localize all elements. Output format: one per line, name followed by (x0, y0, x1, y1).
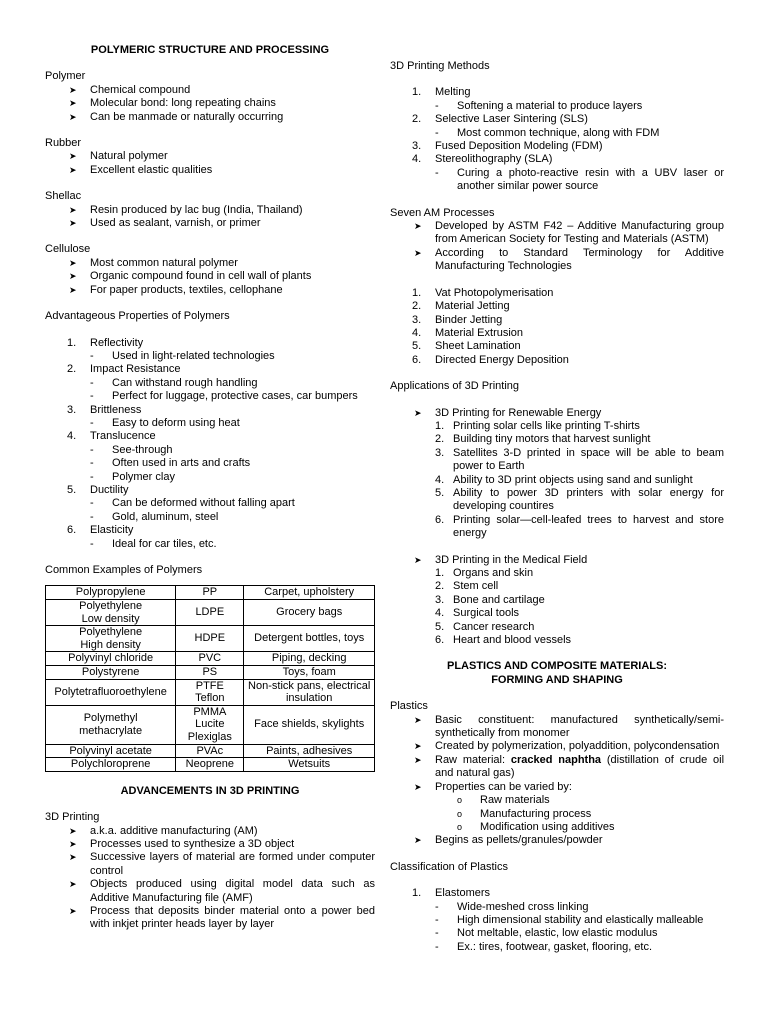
sub-item: 6. Printing solar—cell-leafed trees to harvest and store energy (435, 513, 724, 540)
cellulose-list (45, 257, 375, 297)
sub-item: 3. Bone and cartilage (435, 593, 545, 606)
table-cell: Polyvinyl acetate (46, 744, 176, 758)
sub-item: - Easy to deform using heat (90, 417, 375, 430)
table-row (46, 652, 375, 666)
list-item: ➤ Processes used to synthesize a 3D object (45, 838, 375, 851)
list-item: ➤ Objects produced using digital model data such as Additive Manufacturing file (AMF) (45, 878, 375, 905)
advancements-title: ADVANCEMENTS IN 3D PRINTING (120, 784, 300, 797)
list-item: ➤ Excellent elastic qualities (45, 164, 375, 177)
table-cell: Polyethylene Low density (46, 600, 176, 626)
sub-item: - Can withstand rough handling (90, 377, 375, 390)
rubber-list (45, 150, 375, 177)
list-item: ➤ According to Standard Terminology for Additive Manufacturing Technologies (390, 247, 724, 274)
shellac-heading: Shellac (45, 190, 82, 203)
table-cell: LDPE (176, 600, 244, 626)
list-item: ➤ Organic compound found in cell wall of plants (45, 270, 375, 283)
list-item: ➤ Molecular bond: long repeating chains (45, 97, 375, 110)
sub-item: 2. Stem cell (435, 580, 499, 593)
list-item: ➤ For paper products, textiles, cellophane (45, 284, 375, 297)
classification-heading: Classification of Plastics (390, 860, 508, 873)
sub-item: o Modification using additives (435, 821, 724, 834)
list-item: 4. Material Extrusion (412, 326, 524, 339)
sub-item: 1. Organs and skin (435, 567, 534, 579)
cellulose-heading: Cellulose (45, 243, 91, 256)
list-item: ➤ 3D Printing for Renewable Energy 1. Printing solar cells like printing T-shirts 2. Building tiny motors that harvest sunlight 3. Satellites 3-D printed in space will be able to beam power to Earth 4. Ability to 3D print objects using sand and sunlight 5. Ability to power 3D printers with solar energy for developing countires 6. Printing solar—cell-leafed trees to harvest and store energy (390, 407, 724, 554)
list-item: 3. Binder Jetting (412, 313, 503, 326)
table-row (46, 679, 375, 705)
list-item: ➤ Created by polymerization, polyaddition, polycondensation (390, 740, 724, 753)
table-cell: PVC (176, 652, 244, 666)
list-item: 2. Selective Laser Sintering (SLS) - Most common technique, along with FDM (390, 113, 724, 140)
sub-item: - High dimensional stability and elastically malleable (435, 914, 724, 927)
polymer-list (45, 84, 375, 124)
list-item: 2. Material Jetting (412, 300, 510, 313)
advantageous-list (45, 337, 375, 552)
sub-item: 5. Ability to power 3D printers with solar energy for developing countires (435, 486, 724, 513)
examples-heading: Common Examples of Polymers (45, 564, 203, 576)
list-item: ➤ Developed by ASTM F42 – Additive Manufacturing group from American Society for Testing and Materials (ASTM) (390, 220, 724, 247)
sub-item: 6. Heart and blood vessels (435, 634, 572, 647)
table-cell: Wetsuits (244, 758, 375, 772)
list-item: 1. Elastomers - Wide-meshed cross linking - High dimensional stability and elastically malleable - Not meltable, elastic, low elastic modulus - Ex.: tires, footwear, gasket, flooring, etc. (390, 887, 724, 954)
list-item: ➤ Natural polymer (45, 150, 375, 163)
list-item: ➤ Can be manmade or naturally occurring (45, 111, 375, 124)
table-cell: PVAc (176, 744, 244, 758)
advantageous-heading: Advantageous Properties of Polymers (45, 310, 230, 323)
sub-item: o Raw materials (435, 794, 724, 807)
list-item: 6. Directed Energy Deposition (412, 353, 569, 366)
list-item: ➤ a.k.a. additive manufacturing (AM) (45, 825, 375, 838)
list-item: 5. Ductility - Can be deformed without falling apart - Gold, aluminum, steel (45, 484, 375, 524)
table-cell: Polytetrafluoroethylene (46, 679, 176, 705)
table-cell: HDPE (176, 626, 244, 652)
list-item: 1. Melting - Softening a material to produce layers (390, 86, 724, 113)
polymer-heading: Polymer (45, 70, 86, 83)
sub-item: - Polymer clay (90, 471, 375, 484)
sub-item: - Can be deformed without falling apart (90, 497, 375, 510)
list-item: 1. Reflectivity - Used in light-related technologies (45, 337, 375, 364)
list-item: ➤ Begins as pellets/granules/powder (390, 834, 724, 847)
list-item: 4. Translucence - See-through - Often used in arts and crafts - Polymer clay (45, 430, 375, 484)
table-cell: Polyethylene High density (46, 626, 176, 652)
left-column (45, 44, 375, 932)
table-row (46, 586, 375, 600)
table-cell: Polyvinyl chloride (46, 652, 176, 666)
table-row (46, 744, 375, 758)
table-cell: PP (176, 586, 244, 600)
sub-item: - Wide-meshed cross linking (435, 901, 724, 914)
table-row (46, 600, 375, 626)
seven-notes (390, 220, 724, 274)
shellac-list (45, 204, 375, 231)
table-cell: Polymethyl methacrylate (46, 705, 176, 744)
table-cell: PTFE Teflon (176, 679, 244, 705)
methods-list (390, 86, 724, 193)
sub-item: 4. Ability to 3D print objects using sand and sunlight (435, 473, 693, 486)
sub-item: - Ex.: tires, footwear, gasket, flooring, etc. (435, 941, 724, 954)
sub-item: 2. Building tiny motors that harvest sunlight (435, 433, 651, 446)
sub-item: o Manufacturing process (435, 808, 724, 821)
list-item: 5. Sheet Lamination (412, 340, 521, 353)
table-row (46, 626, 375, 652)
printing-heading: 3D Printing (45, 811, 100, 824)
table-cell: PS (176, 665, 244, 679)
list-item: ➤ Basic constituent: manufactured synthetically/semi-synthetically from monomer (390, 714, 724, 741)
sub-item: - See-through (90, 444, 375, 457)
table-cell: Face shields, skylights (244, 705, 375, 744)
table-cell: Toys, foam (244, 665, 375, 679)
sub-item: - Softening a material to produce layers (435, 100, 724, 113)
sub-item: - Perfect for luggage, protective cases, car bumpers (90, 390, 375, 403)
list-item: ➤ Resin produced by lac bug (India, Thailand) (45, 204, 375, 217)
sub-item: - Often used in arts and crafts (90, 457, 375, 470)
sub-item: - Gold, aluminum, steel (90, 511, 375, 524)
table-cell: Detergent bottles, toys (244, 626, 375, 652)
table-cell: Piping, decking (244, 652, 375, 666)
sub-item: - Not meltable, elastic, low elastic modulus (435, 927, 724, 940)
sub-item: 3. Satellites 3-D printed in space will be able to beam power to Earth (435, 446, 724, 473)
sub-item: - Used in light-related technologies (90, 350, 375, 363)
table-cell: Non-stick pans, electrical insulation (244, 679, 375, 705)
table-cell: Paints, adhesives (244, 744, 375, 758)
plastics-title-line-1: PLASTICS AND COMPOSITE MATERIALS: (447, 660, 667, 673)
table-cell: Polystyrene (46, 665, 176, 679)
list-item: ➤ Most common natural polymer (45, 257, 375, 270)
sub-item: - Most common technique, along with FDM (435, 127, 724, 140)
list-item: ➤ Process that deposits binder material onto a power bed with inkjet printer heads layer by layer (45, 905, 375, 932)
plastics-heading: Plastics (390, 700, 428, 713)
seven-heading: Seven AM Processes (390, 206, 495, 219)
doc-title: POLYMERIC STRUCTURE AND PROCESSING (90, 44, 330, 56)
table-cell: PMMA Lucite Plexiglas (176, 705, 244, 744)
table-row (46, 665, 375, 679)
polymer-examples-table (45, 585, 375, 771)
list-item: ➤ Properties can be varied by: o Raw materials o Manufacturing process o Modification using additives (390, 781, 724, 835)
list-item: 1. Vat Photopolymerisation (412, 286, 554, 299)
list-item: 4. Stereolithography (SLA) - Curing a photo-reactive resin with a UBV laser or another similar power source (390, 153, 724, 193)
plastics-title-line-2: FORMING AND SHAPING (491, 673, 623, 686)
table-cell: Carpet, upholstery (244, 586, 375, 600)
list-item: ➤ 3D Printing in the Medical Field 1. Organs and skin 2. Stem cell 3. Bone and cartilage 4. Surgical tools 5. Cancer research 6. Heart and blood vessels (390, 554, 724, 648)
sub-item: 1. Printing solar cells like printing T-shirts (435, 419, 640, 432)
list-item: ➤ Successive layers of material are formed under computer control (45, 851, 375, 878)
sub-item: - Curing a photo-reactive resin with a UBV laser or another similar power source (435, 167, 724, 194)
list-item: ➤ Raw material: cracked naphtha (distillation of crude oil and natural gas) (390, 754, 724, 781)
list-item: 3. Brittleness - Easy to deform using heat (45, 404, 375, 431)
plastics-list (390, 714, 724, 848)
table-row (46, 705, 375, 744)
list-item: ➤ Used as sealant, varnish, or primer (45, 217, 375, 230)
sub-item: 4. Surgical tools (435, 607, 520, 620)
sub-item: - Ideal for car tiles, etc. (90, 538, 375, 551)
sub-item: 5. Cancer research (435, 620, 535, 633)
table-cell: Grocery bags (244, 600, 375, 626)
methods-heading: 3D Printing Methods (390, 60, 490, 72)
right-column (390, 60, 724, 954)
list-item: ➤ Chemical compound (45, 84, 375, 97)
list-item: 3. Fused Deposition Modeling (FDM) (412, 140, 603, 153)
classification-list (390, 887, 724, 954)
rubber-heading: Rubber (45, 137, 82, 150)
list-item: 2. Impact Resistance - Can withstand rough handling - Perfect for luggage, protective cases, car bumpers (45, 363, 375, 403)
seven-list (390, 287, 724, 367)
applications-heading: Applications of 3D Printing (390, 380, 520, 393)
printing-list (45, 825, 375, 932)
table-row (46, 758, 375, 772)
table-cell: Neoprene (176, 758, 244, 772)
list-item: 6. Elasticity - Ideal for car tiles, etc. (45, 524, 375, 551)
table-cell: Polypropylene (46, 586, 176, 600)
table-cell: Polychloroprene (46, 758, 176, 772)
applications-list (390, 407, 724, 648)
